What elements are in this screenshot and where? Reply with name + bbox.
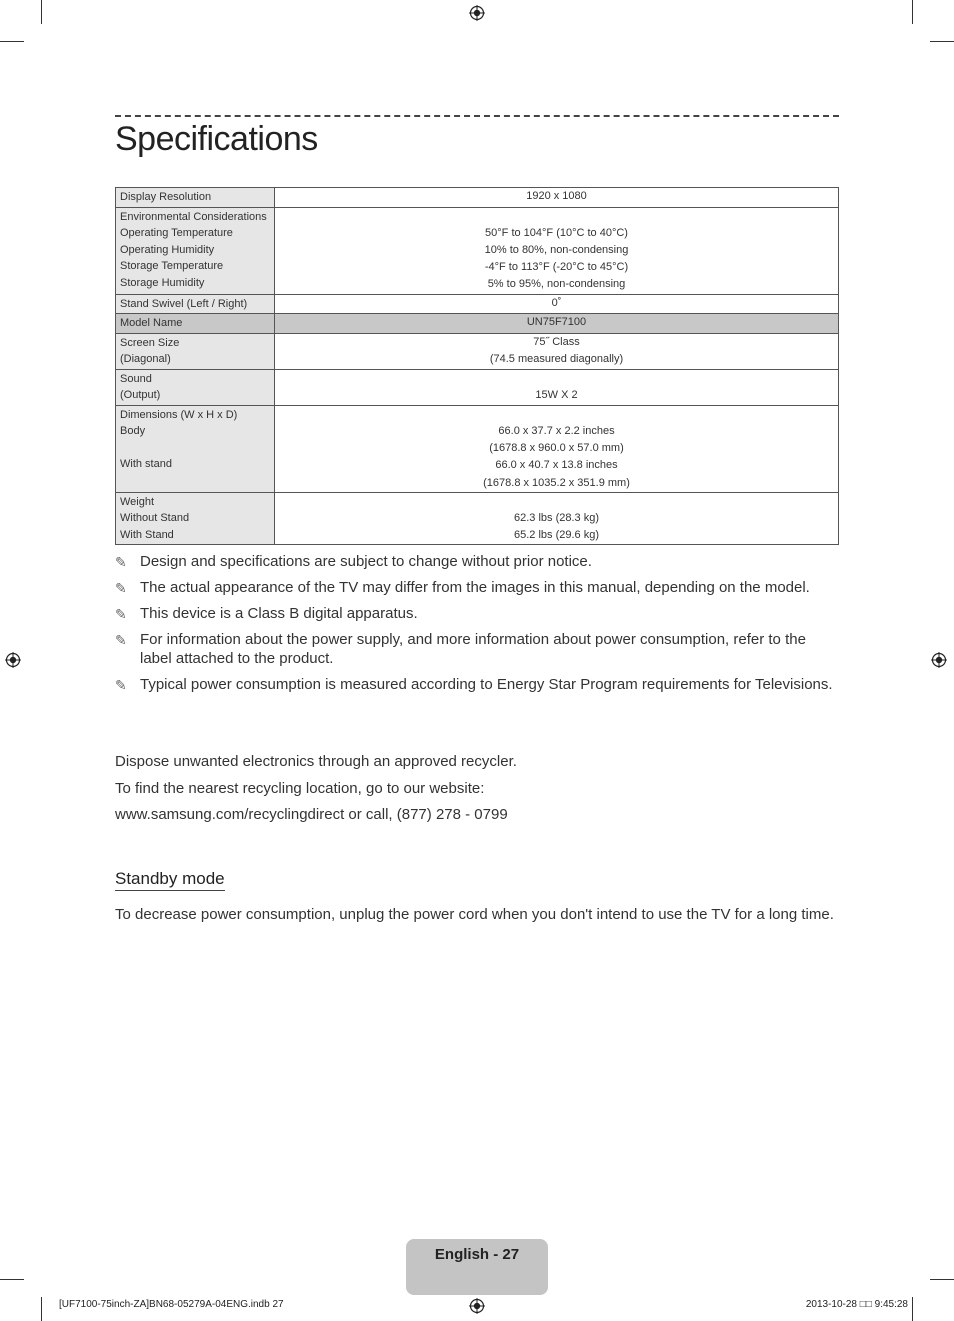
crop-mark <box>930 1279 954 1280</box>
table-row <box>116 294 839 314</box>
spec-label: Dimensions (W x H x D) Body With stand <box>116 405 275 492</box>
crop-mark <box>912 1297 913 1321</box>
standby-text: To decrease power consumption, unplug the power cord when you don't intend to use the TV for a long time. <box>115 906 834 923</box>
spec-value: UN75F7100 <box>275 314 839 334</box>
registration-mark-icon <box>469 5 485 21</box>
page-title: Specifications <box>115 120 318 158</box>
recycling-text: Dispose unwanted electronics through an approved recycler. <box>115 753 517 770</box>
specifications-table <box>115 187 839 545</box>
table-row <box>116 333 839 369</box>
recycling-text: To find the nearest recycling location, go to our website: <box>115 780 485 797</box>
registration-mark-icon <box>931 652 947 668</box>
crop-mark <box>41 0 42 24</box>
pencil-icon: ✎ <box>115 606 127 622</box>
page-number: English - 27 <box>434 1246 520 1263</box>
spec-value: 1920 x 1080 <box>275 188 839 208</box>
standby-heading: Standby mode <box>115 869 225 891</box>
crop-mark <box>0 1279 24 1280</box>
title-dashed-rule <box>115 115 839 117</box>
crop-mark <box>41 1297 42 1321</box>
spec-label: Stand Swivel (Left / Right) <box>116 294 275 314</box>
table-row <box>116 492 839 545</box>
spec-label: Environmental Considerations Operating Temperature Operating Humidity Storage Temperature Storage Humidity <box>116 207 275 294</box>
spec-label: Screen Size (Diagonal) <box>116 333 275 369</box>
spec-value: 62.3 lbs (28.3 kg) 65.2 lbs (29.6 kg) <box>275 492 839 545</box>
table-row <box>116 314 839 334</box>
crop-mark <box>930 41 954 42</box>
spec-value: 66.0 x 37.7 x 2.2 inches (1678.8 x 960.0 x 57.0 mm) 66.0 x 40.7 x 13.8 inches (1678.8 x 1035.2 x 351.9 mm) <box>275 405 839 492</box>
spec-value: 50°F to 104°F (10°C to 40°C) 10% to 80%, non-condensing -4°F to 113°F (-20°C to 45°C) 5% to 95%, non-condensing <box>275 207 839 294</box>
registration-mark-icon <box>5 652 21 668</box>
spec-label: Model Name <box>116 314 275 334</box>
table-row <box>116 188 839 208</box>
spec-label: Display Resolution <box>116 188 275 208</box>
recycling-link-text: www.samsung.com/recyclingdirect or call, (877) 278 - 0799 <box>115 806 508 823</box>
spec-value: 0˚ <box>275 294 839 314</box>
print-slug-right: 2013-10-28 □□ 9:45:28 <box>805 1299 908 1310</box>
spec-label: Weight Without Stand With Stand <box>116 492 275 545</box>
registration-mark-icon <box>469 1298 485 1314</box>
crop-mark <box>912 0 913 24</box>
pencil-icon: ✎ <box>115 554 127 570</box>
table-row <box>116 369 839 405</box>
note-item: ✎ Typical power consumption is measured according to Energy Star Program requirements for Televisions. <box>115 675 833 693</box>
print-slug-left: [UF7100-75inch-ZA]BN68-05279A-04ENG.indb 27 <box>59 1299 284 1310</box>
note-item: ✎ This device is a Class B digital apparatus. <box>115 605 418 622</box>
note-item: ✎ The actual appearance of the TV may differ from the images in this manual, depending on the model. <box>115 579 810 596</box>
pencil-icon: ✎ <box>115 632 127 648</box>
pencil-icon: ✎ <box>115 676 127 693</box>
table-row <box>116 207 839 294</box>
pencil-icon: ✎ <box>115 580 127 596</box>
note-item: ✎ For information about the power supply, and more information about power consumption, refer to the label attached to the product. <box>115 631 806 667</box>
crop-mark <box>0 41 24 42</box>
note-item: ✎ Design and specifications are subject to change without prior notice. <box>115 553 592 570</box>
notes-list <box>115 553 839 702</box>
table-row <box>116 405 839 492</box>
spec-value: 15W X 2 <box>275 369 839 405</box>
spec-label: Sound (Output) <box>116 369 275 405</box>
spec-value: 75˝ Class (74.5 measured diagonally) <box>275 333 839 369</box>
